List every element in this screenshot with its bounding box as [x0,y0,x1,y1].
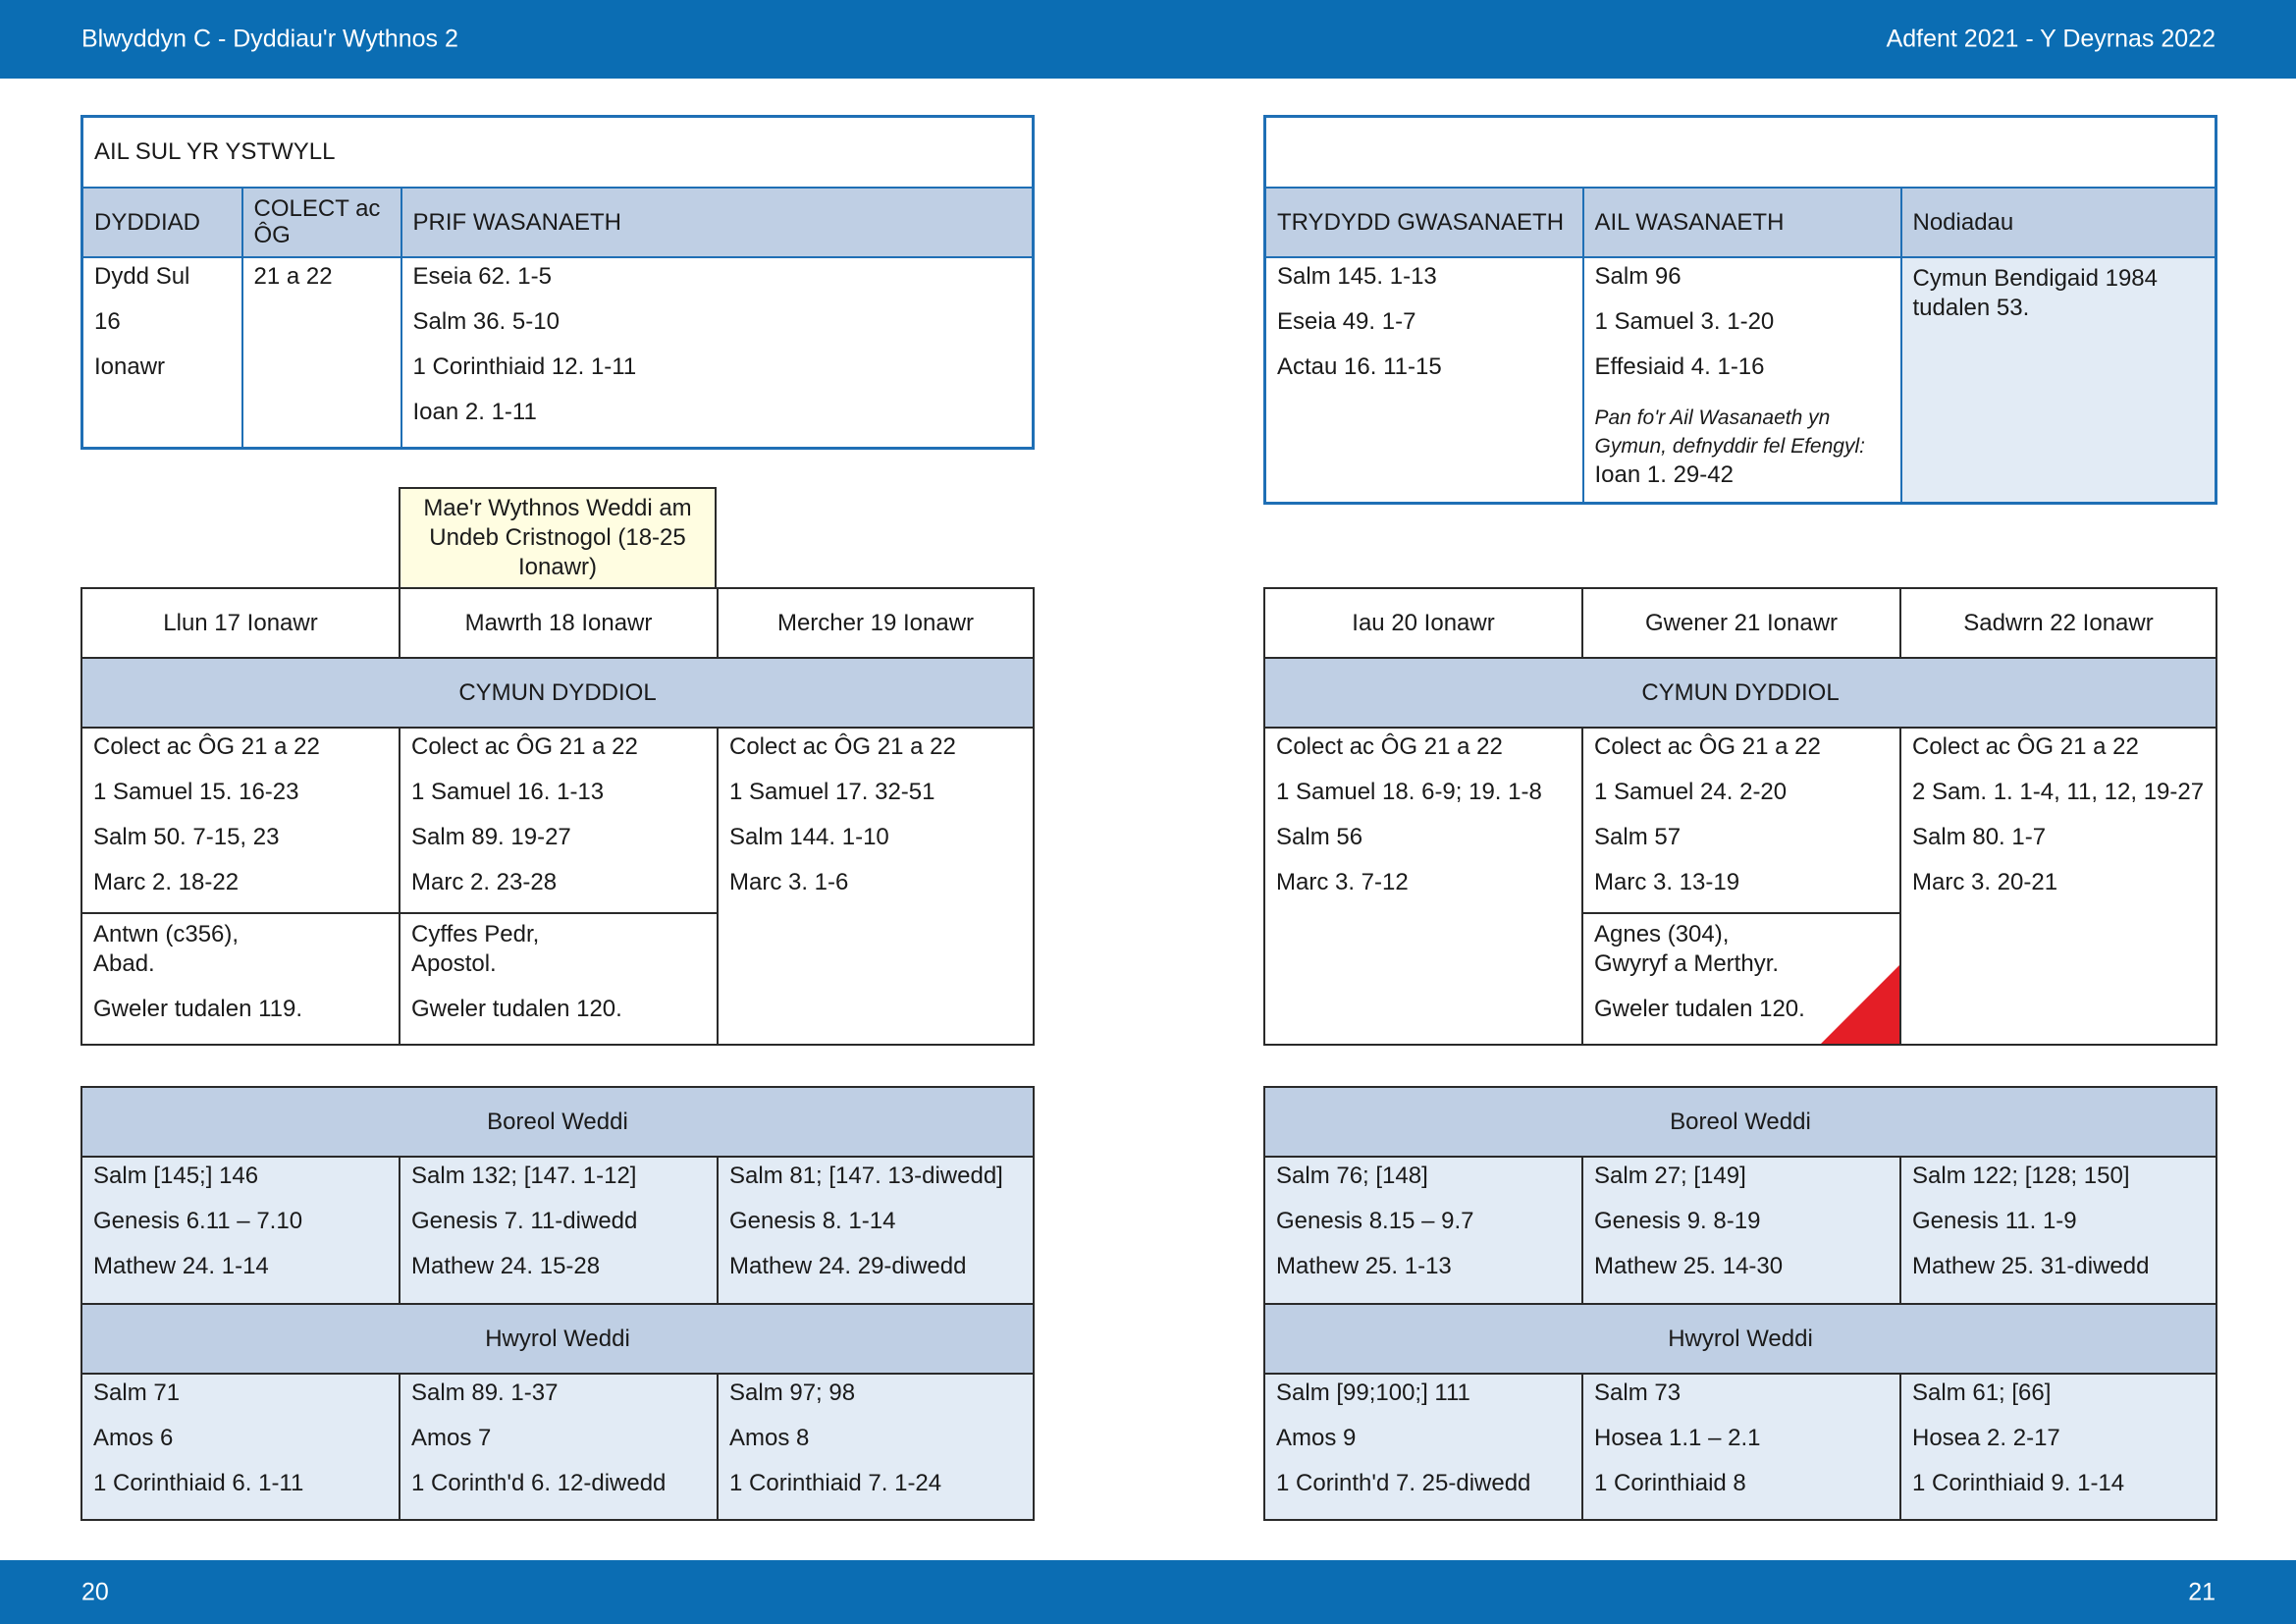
daily-readings-tuesday: Colect ac ÔG 21 a 22 1 Samuel 16. 1-13 Salm 89. 19-27 Marc 2. 23-28 [400,728,718,913]
morning-prayer-title-right: Boreol Weddi [1264,1087,2216,1157]
second-service-note: Pan fo'r Ail Wasanaeth yn Gymun, defnyddir fel Efengyl: [1594,406,1865,458]
sunday-main-readings: Eseia 62. 1-5 Salm 36. 5-10 1 Corinthiaid 12. 1-11 Ioan 2. 1-11 [401,257,1034,449]
evening-readings-thursday: Salm [99;100;] 111 Amos 9 1 Corinth'd 7. 25-diwedd [1264,1374,1582,1520]
header-right-title: Adfent 2021 - Y Deyrnas 2022 [1886,25,2216,53]
red-corner-marker [1821,965,1899,1044]
day-friday: Gwener 21 Ionawr [1582,588,1900,658]
header-band [0,0,2296,79]
evening-readings-friday: Salm 73 Hosea 1.1 – 2.1 1 Corinthiaid 8 [1582,1374,1900,1520]
header-left-title: Blwyddyn C - Dyddiau'r Wythnos 2 [81,25,458,53]
right-prayers-table [1263,1086,2217,1521]
sunday-main-table [80,115,1035,450]
sunday-other-services-table [1263,115,2217,505]
notes-cell: Cymun Bendigaid 1984 tudalen 53. [1901,257,2216,504]
footer-band [0,1560,2296,1624]
daily-readings-saturday: Colect ac ÔG 21 a 22 2 Sam. 1. 1-4, 11, 12, 19-27 Salm 80. 1-7 Marc 3. 20-21 [1900,728,2216,1045]
third-service-readings: Salm 145. 1-13 Eseia 49. 1-7 Actau 16. 11-15 [1265,257,1583,504]
evening-prayer-title: Hwyrol Weddi [81,1304,1034,1374]
day-monday: Llun 17 Ionawr [81,588,400,658]
day-wednesday: Mercher 19 Ionawr [718,588,1034,658]
day-tuesday: Mawrth 18 Ionawr [400,588,718,658]
morning-prayer-title: Boreol Weddi [81,1087,1034,1157]
sunday-collect: 21 a 22 [242,257,401,449]
feast-antony: Antwn (c356), Abad. Gweler tudalen 119. [81,913,400,1045]
feast-agnes: Agnes (304), Gwyryf a Merthyr. Gweler tudalen 120. [1582,913,1900,1045]
left-prayers-table [80,1086,1035,1521]
morning-readings-saturday: Salm 122; [128; 150] Genesis 11. 1-9 Mathew 25. 31-diwedd [1900,1157,2216,1304]
header-third-service: TRYDYDD GWASANAETH [1265,188,1583,257]
header-collect: COLECT ac ÔG [242,188,401,257]
morning-readings-friday: Salm 27; [149] Genesis 9. 8-19 Mathew 25. 14-30 [1582,1157,1900,1304]
evening-readings-monday: Salm 71 Amos 6 1 Corinthiaid 6. 1-11 [81,1374,400,1520]
evening-readings-tuesday: Salm 89. 1-37 Amos 7 1 Corinth'd 6. 12-diwedd [400,1374,718,1520]
header-main-service: PRIF WASANAETH [401,188,1034,257]
evening-readings-saturday: Salm 61; [66] Hosea 2. 2-17 1 Corinthiaid 9. 1-14 [1900,1374,2216,1520]
daily-readings-monday: Colect ac ÔG 21 a 22 1 Samuel 15. 16-23 Salm 50. 7-15, 23 Marc 2. 18-22 [81,728,400,913]
header-notes: Nodiadau [1901,188,2216,257]
sunday-date: Dydd Sul 16 Ionawr [82,257,242,449]
second-service-readings: Salm 96 1 Samuel 3. 1-20 Effesiaid 4. 1-16 Pan fo'r Ail Wasanaeth yn Gymun, defnyddir fel Efengyl: Ioan 1. 29-42 [1583,257,1901,504]
morning-readings-thursday: Salm 76; [148] Genesis 8.15 – 9.7 Mathew 25. 1-13 [1264,1157,1582,1304]
daily-eucharist-title-right: CYMUN DYDDIOL [1264,658,2216,728]
left-week-table [80,587,1035,1046]
daily-readings-thursday: Colect ac ÔG 21 a 22 1 Samuel 18. 6-9; 19. 1-8 Salm 56 Marc 3. 7-12 [1264,728,1582,1045]
morning-readings-tuesday: Salm 132; [147. 1-12] Genesis 7. 11-diwedd Mathew 24. 15-28 [400,1157,718,1304]
feast-confession-of-peter: Cyffes Pedr, Apostol. Gweler tudalen 120. [400,913,718,1045]
morning-readings-monday: Salm [145;] 146 Genesis 6.11 – 7.10 Mathew 24. 1-14 [81,1157,400,1304]
evening-readings-wednesday: Salm 97; 98 Amos 8 1 Corinthiaid 7. 1-24 [718,1374,1034,1520]
header-second-service: AIL WASANAETH [1583,188,1901,257]
sunday-title: AIL SUL YR YSTWYLL [82,117,1034,188]
daily-eucharist-title: CYMUN DYDDIOL [81,658,1034,728]
right-week-table [1263,587,2217,1046]
blank-title-row [1265,117,2216,188]
daily-readings-wednesday: Colect ac ÔG 21 a 22 1 Samuel 17. 32-51 Salm 144. 1-10 Marc 3. 1-6 [718,728,1034,1045]
morning-readings-wednesday: Salm 81; [147. 13-diwedd] Genesis 8. 1-14 Mathew 24. 29-diwedd [718,1157,1034,1304]
header-date: DYDDIAD [82,188,242,257]
page-number-left: 20 [81,1578,109,1605]
day-thursday: Iau 20 Ionawr [1264,588,1582,658]
day-saturday: Sadwrn 22 Ionawr [1900,588,2216,658]
week-of-prayer-box: Mae'r Wythnos Weddi am Undeb Cristnogol (18-25 Ionawr) [399,487,717,589]
page-number-right: 21 [2188,1578,2216,1605]
daily-readings-friday: Colect ac ÔG 21 a 22 1 Samuel 24. 2-20 Salm 57 Marc 3. 13-19 [1582,728,1900,913]
second-service-gospel: Ioan 1. 29-42 [1594,460,1734,488]
evening-prayer-title-right: Hwyrol Weddi [1264,1304,2216,1374]
